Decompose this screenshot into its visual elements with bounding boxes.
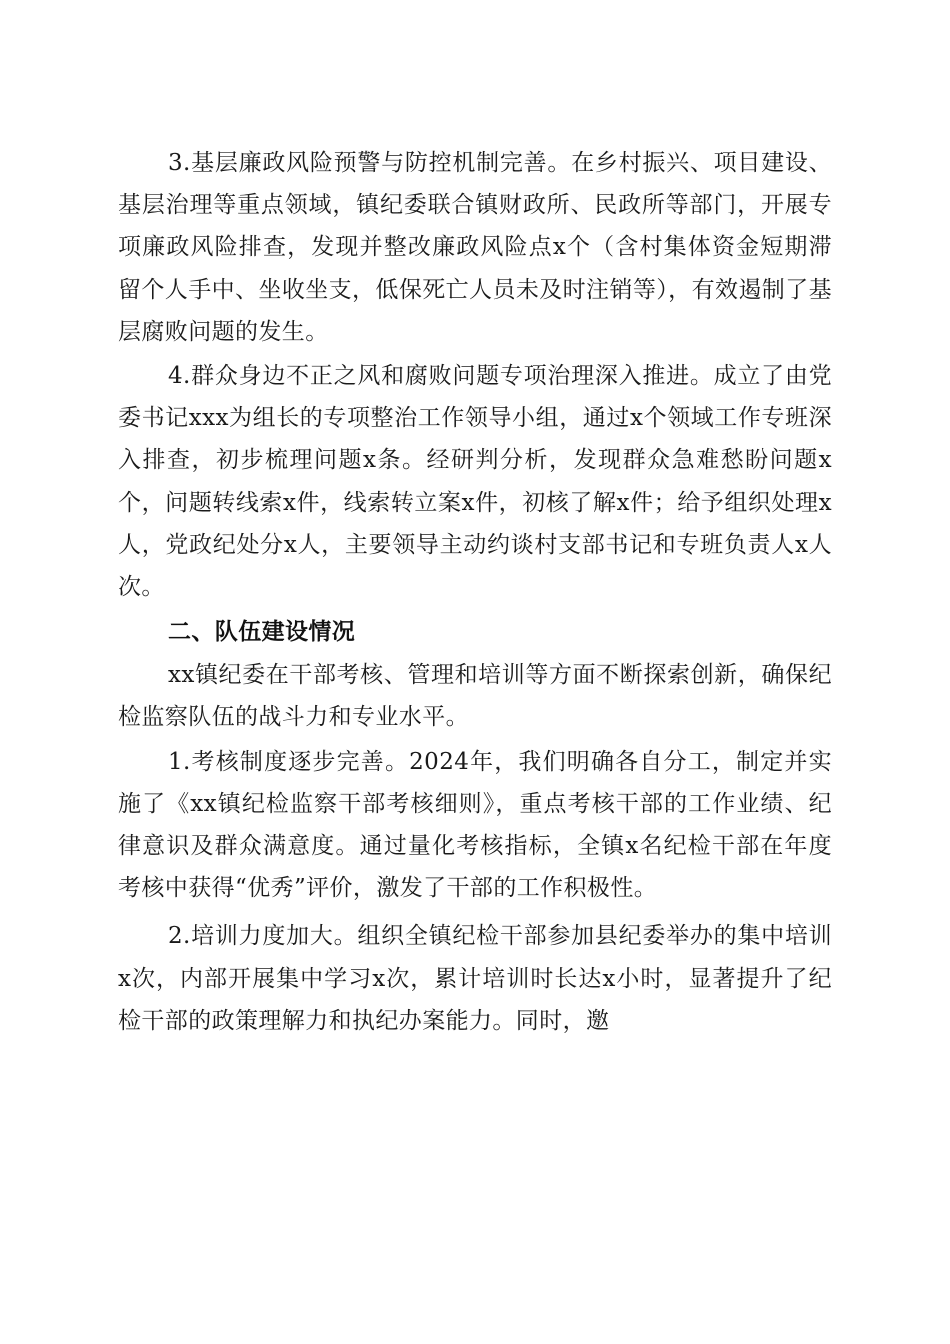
paragraph-team-intro: xx镇纪委在干部考核、管理和培训等方面不断探索创新，确保纪检监察队伍的战斗力和专业水平。	[118, 662, 832, 731]
paragraph-assessment-system: 1.考核制度逐步完善。2024年，我们明确各自分工，制定并实施了《xx镇纪检监察干部考核细则》，重点考核干部的工作业绩、纪律意识及群众满意度。通过量化考核指标，全镇x名纪检干部在年度考核中获得“优秀”评价，激发了干部的工作积极性。	[118, 748, 832, 902]
paragraph-risk-prevention: 3.基层廉政风险预警与防控机制完善。在乡村振兴、项目建设、基层治理等重点领域，镇纪委联合镇财政所、民政所等部门，开展专项廉政风险排查，发现并整改廉政风险点x个（含村集体资金短期滞留个人手中、坐收坐支，低保死亡人员未及时注销等），有效遏制了基层腐败问题的发生。	[118, 150, 832, 345]
document-body	[118, 142, 832, 1042]
paragraph-special-governance: 4.群众身边不正之风和腐败问题专项治理深入推进。成立了由党委书记xxx为组长的专项整治工作领导小组，通过x个领域工作专班深入排查，初步梳理问题x条。经研判分析，发现群众急难愁盼问题x个，问题转线索x件，线索转立案x件，初核了解x件；给予组织处理x人，党政纪处分x人，主要领导主动约谈村支部书记和专班负责人x人次。	[118, 363, 832, 601]
section-heading-team-building: 二、队伍建设情况	[168, 619, 356, 646]
paragraph-training: 2.培训力度加大。组织全镇纪检干部参加县纪委举办的集中培训x次，内部开展集中学习x次，累计培训时长达x小时，显著提升了纪检干部的政策理解力和执纪办案能力。同时，邀	[118, 923, 832, 1034]
